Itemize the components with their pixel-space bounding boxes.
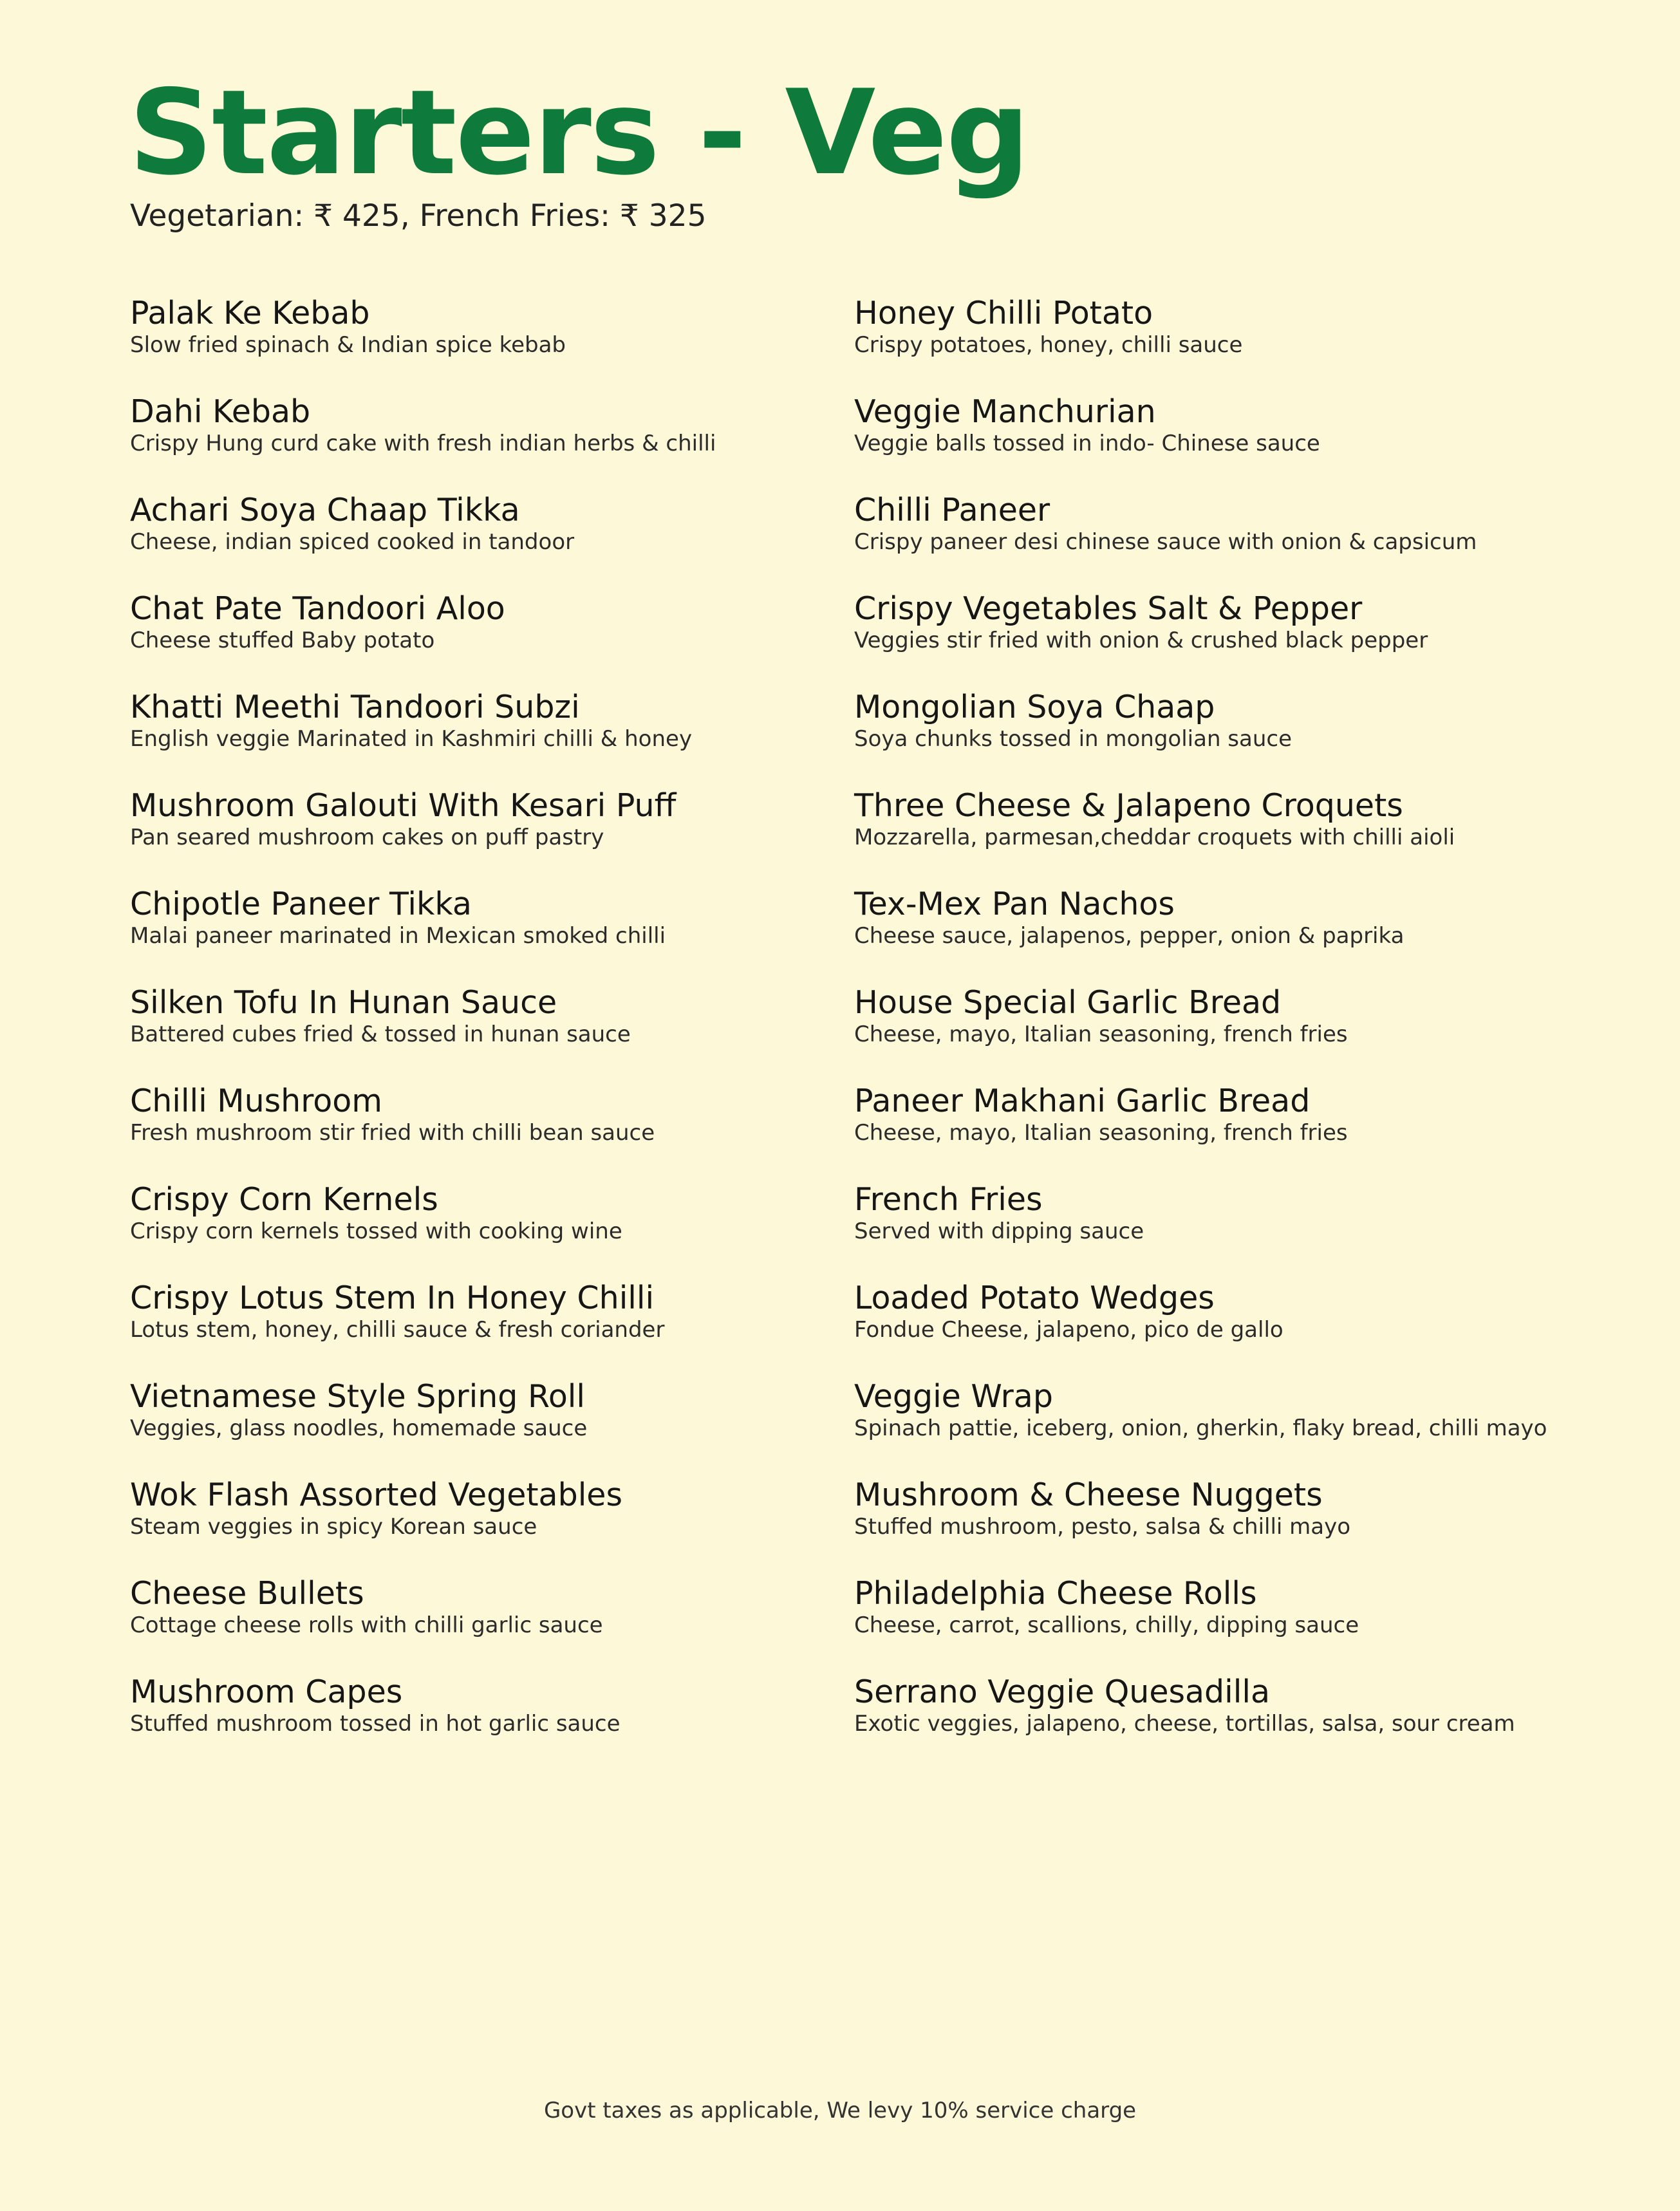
item-name: Mushroom & Cheese Nuggets: [854, 1477, 1323, 1513]
item-description: Cheese sauce, jalapenos, pepper, onion & paprika: [854, 923, 1405, 949]
item-description: Exotic veggies, jalapeno, cheese, tortillas, salsa, sour cream: [854, 1711, 1515, 1737]
menu-title: Starters - Veg: [129, 64, 1029, 201]
item-description: Stuffed mushroom tossed in hot garlic sauce: [130, 1711, 621, 1737]
item-name: Chipotle Paneer Tikka: [130, 886, 472, 922]
item-name: Paneer Makhani Garlic Bread: [854, 1083, 1311, 1119]
menu-item: [854, 1676, 1569, 1775]
menu-item: [130, 984, 845, 1085]
item-description: Soya chunks tossed in mongolian sauce: [854, 726, 1293, 752]
menu-item: [854, 888, 1569, 987]
item-description: Lotus stem, honey, chilli sauce & fresh coriander: [130, 1317, 665, 1343]
menu-item: [130, 1181, 845, 1282]
item-description: Veggies, glass noodles, homemade sauce: [130, 1415, 588, 1441]
menu-item: [130, 1676, 845, 1775]
item-name: Mushroom Galouti With Kesari Puff: [130, 787, 677, 824]
item-name: Three Cheese & Jalapeno Croquets: [854, 787, 1403, 824]
item-name: Wok Flash Assorted Vegetables: [130, 1477, 622, 1513]
item-name: Loaded Potato Wedges: [854, 1280, 1215, 1316]
item-name: Khatti Meethi Tandoori Subzi: [130, 689, 580, 725]
tax-footnote: Govt taxes as applicable, We levy 10% service charge: [543, 2098, 1137, 2123]
item-description: English veggie Marinated in Kashmiri chilli & honey: [130, 726, 693, 752]
menu-item: [130, 1282, 845, 1381]
item-name: Crispy Corn Kernels: [130, 1181, 438, 1218]
menu-item: [854, 1575, 1569, 1676]
menu-item: [130, 1479, 845, 1578]
menu-item: [130, 691, 845, 790]
item-name: Mongolian Soya Chaap: [854, 689, 1215, 725]
item-name: Cheese Bullets: [130, 1575, 364, 1612]
item-name: French Fries: [854, 1181, 1043, 1218]
item-description: Cheese, carrot, scallions, chilly, dipping sauce: [854, 1612, 1359, 1638]
menu-column-right: [854, 297, 1569, 1775]
item-description: Spinach pattie, iceberg, onion, gherkin, flaky bread, chilli mayo: [854, 1415, 1547, 1441]
menu-item: [130, 393, 845, 494]
item-name: Chilli Mushroom: [130, 1083, 382, 1119]
item-description: Slow fried spinach & Indian spice kebab: [130, 332, 566, 358]
item-name: Serrano Veggie Quesadilla: [854, 1674, 1271, 1710]
menu-item: [854, 1479, 1569, 1578]
item-description: Fondue Cheese, jalapeno, pico de gallo: [854, 1317, 1283, 1343]
menu-item: [854, 1085, 1569, 1184]
item-name: Dahi Kebab: [130, 393, 311, 430]
menu-item: [854, 984, 1569, 1085]
item-description: Crispy corn kernels tossed with cooking wine: [130, 1218, 622, 1244]
item-name: Chilli Paneer: [854, 492, 1050, 528]
item-description: Fresh mushroom stir fried with chilli bean sauce: [130, 1120, 655, 1146]
menu-item: [854, 1378, 1569, 1479]
item-description: Crispy paneer desi chinese sauce with onion & capsicum: [854, 529, 1477, 555]
menu-item: [130, 494, 845, 593]
menu-item: [130, 888, 845, 987]
menu-item: [854, 1181, 1569, 1282]
item-description: Stuffed mushroom, pesto, salsa & chilli mayo: [854, 1514, 1351, 1540]
menu-item: [130, 590, 845, 691]
item-description: Veggie balls tossed in indo- Chinese sauce: [854, 431, 1320, 456]
item-description: Cheese, indian spiced cooked in tandoor: [130, 529, 575, 555]
item-description: Served with dipping sauce: [854, 1218, 1144, 1244]
menu-item: [854, 691, 1569, 790]
item-description: Cheese, mayo, Italian seasoning, french fries: [854, 1120, 1348, 1146]
menu-item: [854, 494, 1569, 593]
item-description: Veggies stir fried with onion & crushed black pepper: [854, 628, 1428, 653]
item-name: Vietnamese Style Spring Roll: [130, 1378, 586, 1415]
menu-item: [130, 1378, 845, 1479]
menu-item: [854, 1282, 1569, 1381]
menu-item: [854, 393, 1569, 494]
item-name: Honey Chilli Potato: [854, 295, 1153, 331]
menu-item: [130, 297, 845, 396]
item-description: Cottage cheese rolls with chilli garlic sauce: [130, 1612, 603, 1638]
item-description: Crispy Hung curd cake with fresh indian herbs & chilli: [130, 431, 716, 456]
item-description: Battered cubes fried & tossed in hunan sauce: [130, 1022, 631, 1047]
item-name: Palak Ke Kebab: [130, 295, 370, 331]
item-description: Crispy potatoes, honey, chilli sauce: [854, 332, 1243, 358]
item-name: House Special Garlic Bread: [854, 984, 1282, 1021]
item-name: Chat Pate Tandoori Aloo: [130, 590, 505, 627]
item-name: Silken Tofu In Hunan Sauce: [130, 984, 557, 1021]
menu-column-left: [130, 297, 845, 1775]
item-description: Steam veggies in spicy Korean sauce: [130, 1514, 537, 1540]
menu-item: [854, 297, 1569, 396]
item-name: Veggie Wrap: [854, 1378, 1053, 1415]
item-description: Pan seared mushroom cakes on puff pastry: [130, 825, 604, 850]
item-name: Mushroom Capes: [130, 1674, 403, 1710]
item-name: Crispy Vegetables Salt & Pepper: [854, 590, 1363, 627]
item-description: Cheese, mayo, Italian seasoning, french fries: [854, 1022, 1348, 1047]
item-name: Crispy Lotus Stem In Honey Chilli: [130, 1280, 655, 1316]
item-name: Tex-Mex Pan Nachos: [854, 886, 1175, 922]
menu-item: [130, 1085, 845, 1184]
item-name: Philadelphia Cheese Rolls: [854, 1575, 1257, 1612]
item-name: Achari Soya Chaap Tikka: [130, 492, 520, 528]
price-subtitle: Vegetarian: ₹ 425, French Fries: ₹ 325: [130, 198, 707, 234]
item-description: Malai paneer marinated in Mexican smoked chilli: [130, 923, 666, 949]
item-description: Cheese stuffed Baby potato: [130, 628, 435, 653]
menu-item: [854, 590, 1569, 691]
menu-item: [854, 787, 1569, 888]
menu-item: [130, 787, 845, 888]
item-description: Mozzarella, parmesan,cheddar croquets with chilli aioli: [854, 825, 1455, 850]
item-name: Veggie Manchurian: [854, 393, 1156, 430]
menu-item: [130, 1575, 845, 1676]
